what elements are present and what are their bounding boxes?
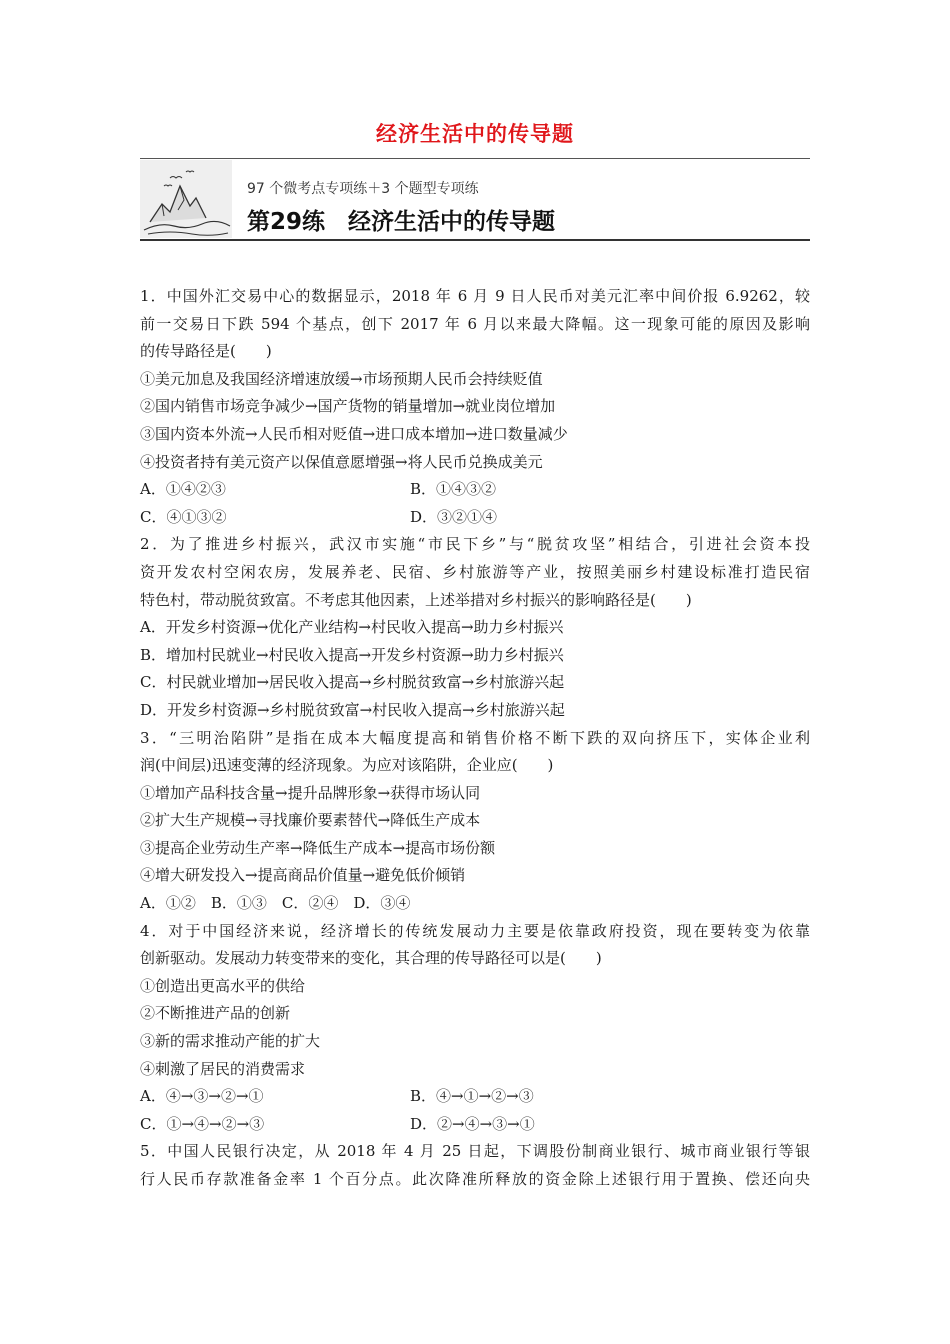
header-title: 第29练 经济生活中的传导题 [247, 209, 556, 235]
question-content [140, 283, 810, 1194]
q1-options-row [140, 476, 810, 504]
q2-stem-line: 特色村，带动脱贫致富。不考虑其他因素，上述举措对乡村振兴的影响路径是( ) [140, 590, 692, 609]
q3-stem-line: 润(中间层)迅速变薄的经济现象。为应对该陷阱，企业应( ) [140, 756, 554, 775]
landscape-logo-icon [140, 160, 232, 238]
document-title: 经济生活中的传导题 [376, 122, 574, 146]
q4-option-b: B．④→①→②→③ [410, 1087, 534, 1106]
q5-stem-line: 行人民币存款准备金率 1 个百分点。此次降准所释放的资金除上述银行用于置换、偿还向央 [140, 1170, 810, 1188]
q2-option-a: A．开发乡村资源→优化产业结构→村民收入提高→助力乡村振兴 [140, 618, 564, 637]
q5-stem-line: 5．中国人民银行决定，从 2018 年 4 月 25 日起，下调股份制商业银行、城市商业银行等银 [140, 1142, 810, 1161]
q1-item-4: ④投资者持有美元资产以保值意愿增强→将人民币兑换成美元 [140, 452, 543, 471]
q4-item-1: ①创造出更高水平的供给 [140, 976, 306, 995]
q1-option-d: D．③②①④ [410, 507, 498, 526]
q1-stem-line: 1．中国外汇交易中心的数据显示，2018 年 6 月 9 日人民币对美元汇率中间价报 6.9262，较 [140, 287, 810, 305]
q2-option-d: D．开发乡村资源→乡村脱贫致富→村民收入提高→乡村旅游兴起 [140, 700, 565, 719]
q4-stem-line: 4．对于中国经济来说，经济增长的传统发展动力主要是依靠政府投资，现在要转变为依靠 [140, 921, 810, 940]
header-bottom-rule [140, 239, 810, 241]
q1-option-a: A．①④②③ [140, 480, 226, 499]
q3-item-4: ④增大研发投入→提高商品价值量→避免低价倾销 [140, 866, 466, 885]
q4-option-a: A．④→③→②→① [140, 1087, 264, 1106]
q3-stem-line: 3．“三明治陷阱”是指在成本大幅度提高和销售价格不断下跌的双向挤压下，实体企业利 [140, 728, 810, 747]
q2-option-c: C．村民就业增加→居民收入提高→乡村脱贫致富→乡村旅游兴起 [140, 673, 565, 692]
q4-item-2: ②不断推进产品的创新 [140, 1004, 291, 1023]
q3-item-2: ②扩大生产规模→寻找廉价要素替代→降低生产成本 [140, 811, 481, 830]
q4-stem-line: 创新驱动。发展动力转变带来的变化，其合理的传导路径可以是( ) [140, 949, 602, 968]
q1-option-c: C．④①③② [140, 507, 227, 526]
q3-options: A．①② B．①③ C．②④ D．③④ [140, 894, 411, 913]
q1-stem-line: 前一交易日下跌 594 个基点，创下 2017 年 6 月以来最大降幅。这一现象可能的原因及影响 [140, 314, 810, 333]
q2-stem-line: 资开发农村空闲农房，发展养老、民宿、乡村旅游等产业，按照美丽乡村建设标准打造民宿 [140, 562, 810, 581]
q3-item-1: ①增加产品科技含量→提升品牌形象→获得市场认同 [140, 783, 481, 802]
q1-options-row [140, 504, 810, 532]
q4-option-c: C．①→④→②→③ [140, 1114, 265, 1133]
q4-options-row [140, 1111, 810, 1139]
q2-option-b: B．增加村民就业→村民收入提高→开发乡村资源→助力乡村振兴 [140, 645, 564, 664]
q3-item-3: ③提高企业劳动生产率→降低生产成本→提高市场份额 [140, 838, 496, 857]
q1-item-2: ②国内销售市场竞争减少→国产货物的销量增加→就业岗位增加 [140, 397, 556, 416]
q2-stem-line: 2．为了推进乡村振兴，武汉市实施“市民下乡”与“脱贫攻坚”相结合，引进社会资本投 [140, 535, 810, 554]
q1-stem-line: 的传导路径是( ) [140, 342, 272, 361]
q1-item-3: ③国内资本外流→人民币相对贬值→进口成本增加→进口数量减少 [140, 424, 568, 443]
header-top-rule [140, 158, 810, 159]
header-subtitle: 97 个微考点专项练＋3 个题型专项练 [247, 181, 479, 197]
q1-option-b: B．①④③② [410, 480, 497, 499]
q4-option-d: D．②→④→③→① [410, 1114, 535, 1133]
q1-item-1: ①美元加息及我国经济增速放缓→市场预期人民币会持续贬值 [140, 369, 543, 388]
q4-item-3: ③新的需求推动产能的扩大 [140, 1032, 321, 1051]
q4-item-4: ④刺激了居民的消费需求 [140, 1059, 306, 1078]
q4-options-row [140, 1083, 810, 1111]
